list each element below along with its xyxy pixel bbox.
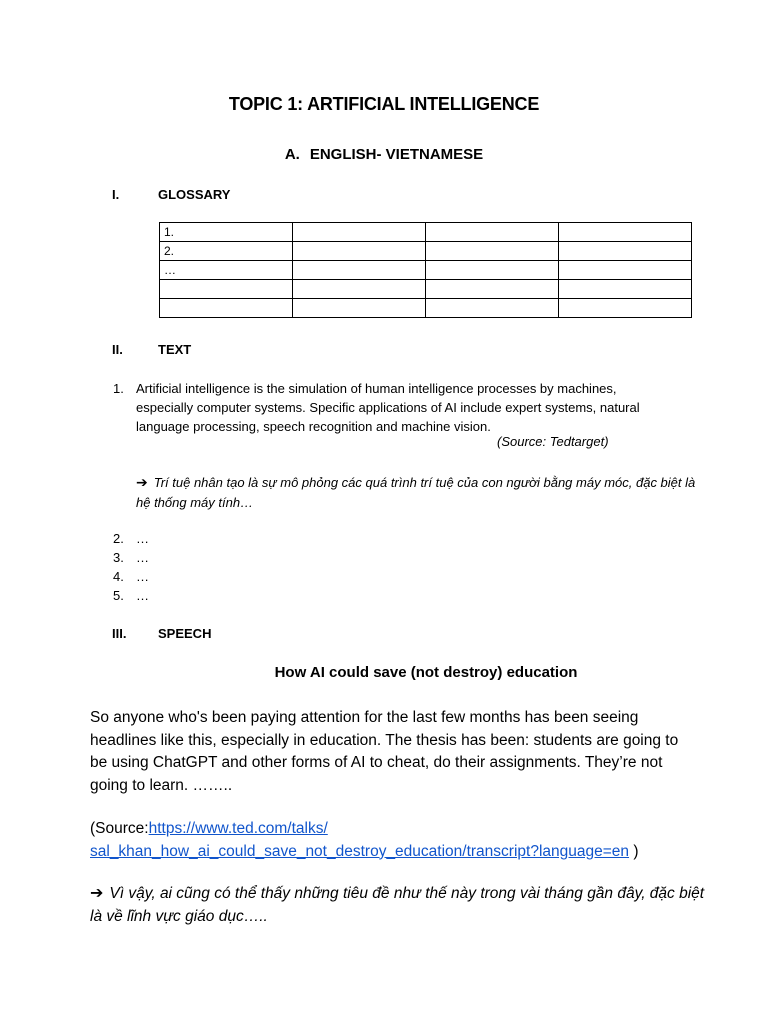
table-cell: … [160,261,293,280]
table-row [160,280,692,299]
speech-heading [112,626,211,641]
speech-paragraph: So anyone who's been paying attention for the last few months has been seeing headlines like this, especially in education. The thesis has been: students are going to be using ChatGPT and other forms of AI to cheat, do their assignments. They’re not going to learn. …….. [90,709,679,794]
source-link-line2[interactable]: sal_khan_how_ai_could_save_not_destroy_education/transcript?language=en [90,842,630,860]
speech-translation [90,883,710,928]
table-cell [426,223,559,242]
glossary-heading [112,187,230,202]
source-link-line1[interactable]: https://www.ted.com/talks/ [148,820,328,837]
text-item-5-body: … [136,588,149,603]
right-arrow-icon: ➔ [136,474,148,490]
speech-translation-text: Vì vậy, ai cũng có thể thấy những tiêu đề như thế này trong vài tháng gần đây, đặc biệt là về lĩnh vực giáo dục….. [90,885,705,925]
table-cell [426,299,559,318]
table-cell [559,299,692,318]
table-row [160,223,692,242]
speech-label: SPEECH [158,626,212,641]
glossary-table [159,222,692,318]
section-a-number: A. [284,146,300,163]
text-item-1-translation [136,472,696,513]
text-item-3 [113,550,149,565]
text-item-1-body: Artificial intelligence is the simulation of human intelligence processes by machines, especially computer systems. Specific applications of AI include expert systems, natural language processing, speech recognition and machine vision. [136,381,640,434]
table-cell [293,299,426,318]
table-cell [559,242,692,261]
text-item-2-number: 2. [113,531,124,546]
table-cell [293,280,426,299]
table-cell [426,242,559,261]
table-cell [559,223,692,242]
glossary-label: GLOSSARY [158,187,231,202]
table-row [160,261,692,280]
text-item-1-number: 1. [113,381,124,396]
speech-roman: III. [112,626,127,641]
section-a-heading [0,146,768,163]
table-cell [559,280,692,299]
source-prefix: (Source: [90,820,149,837]
table-cell [559,261,692,280]
table-cell [293,223,426,242]
source-link[interactable] [90,820,629,860]
table-cell [293,261,426,280]
source-suffix: ) [629,842,639,860]
text-item-4-body: … [136,569,149,584]
translation-text: Trí tuệ nhân tạo là sự mô phỏng các quá trình trí tuệ của con người bằng máy móc, đặc biệt là hệ thống máy tính… [136,475,696,510]
table-cell [426,280,559,299]
text-roman: II. [112,342,123,357]
table-cell [293,242,426,261]
glossary-roman: I. [112,187,120,202]
table-row [160,242,692,261]
text-item-3-body: … [136,550,149,565]
speech-title: How AI could save (not destroy) education [274,664,578,681]
table-row [160,299,692,318]
text-heading [112,342,191,357]
table-cell [160,299,293,318]
table-cell [426,261,559,280]
text-item-1-source: (Source: Tedtarget) [497,434,609,449]
text-item-2-body: … [136,531,149,546]
table-cell [160,280,293,299]
section-a-label: ENGLISH- VIETNAMESE [309,146,484,163]
text-item-4 [113,569,149,584]
text-item-1 [113,379,673,436]
text-item-4-number: 4. [113,569,124,584]
page-title: TOPIC 1: ARTIFICIAL INTELLIGENCE [228,94,540,114]
text-item-3-number: 3. [113,550,124,565]
text-item-5-number: 5. [113,588,124,603]
table-cell: 1. [160,223,293,242]
speech-source [90,818,710,863]
text-item-5 [113,588,149,603]
text-label: TEXT [158,342,192,357]
right-arrow-icon: ➔ [90,885,104,902]
text-item-2 [113,531,149,546]
table-cell: 2. [160,242,293,261]
